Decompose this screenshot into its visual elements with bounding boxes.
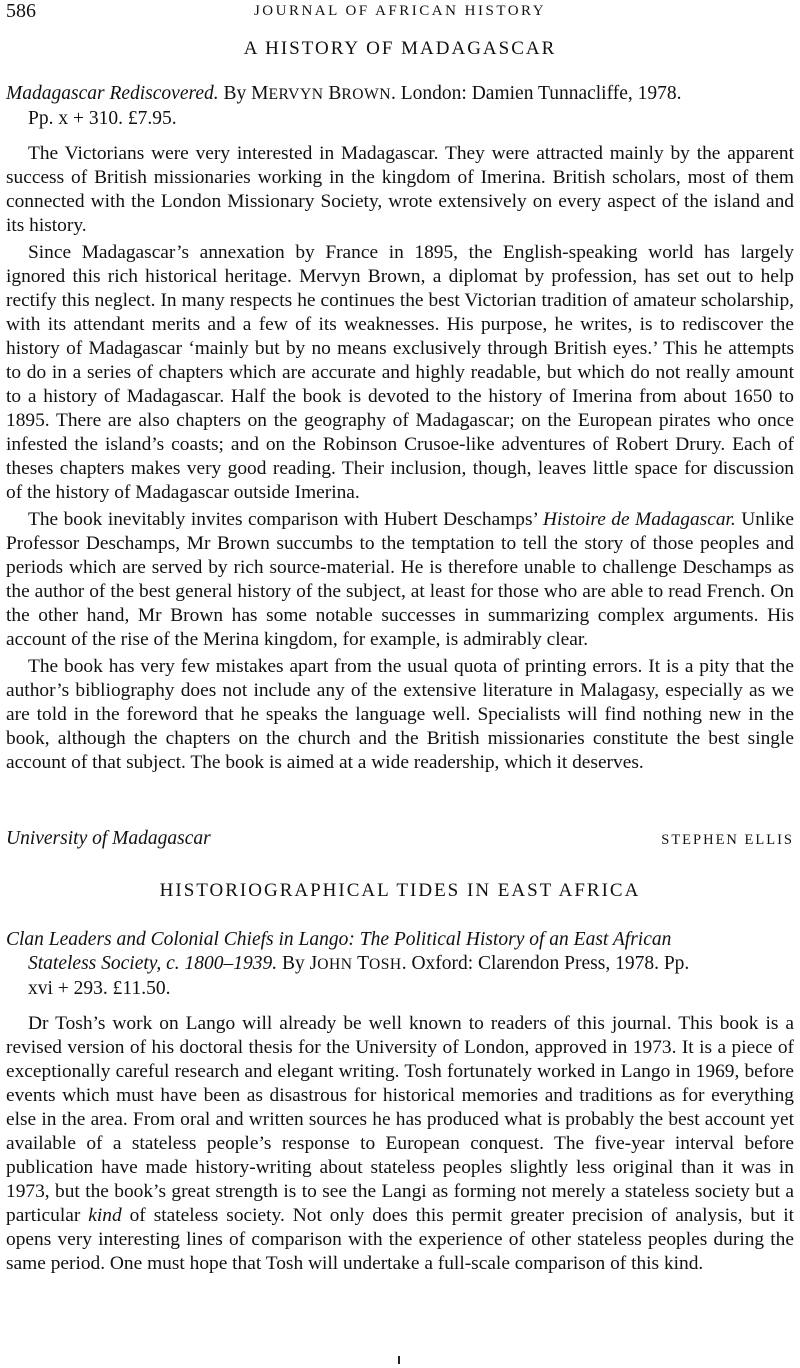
page-number: 586 <box>6 0 36 22</box>
book-citation-lango <box>6 928 792 1001</box>
paragraph: The Victorians were very interested in Madagascar. They were attracted mainly by the apparent success of British missionaries working in the kingdom of Imerina. British scholars, most of them connected with the London Missionary Society, wrote extensively on every aspect of the island and its history. <box>6 143 794 236</box>
pages-price: xvi + 293. £11.50. <box>28 978 171 999</box>
journal-title: JOURNAL OF AFRICAN HISTORY <box>253 3 547 19</box>
reviewer-affiliation: University of Madagascar <box>6 828 211 849</box>
by-label: By <box>277 953 310 974</box>
review-body-lango <box>6 1012 794 1279</box>
pages-price: Pp. x + 310. £7.95. <box>28 108 177 129</box>
book-title: Madagascar Rediscovered. <box>6 83 219 104</box>
reviewer-signature <box>6 828 794 856</box>
publisher-info: . London: Damien Tunnacliffe, 1978. <box>391 83 682 104</box>
book-title: Clan Leaders and Colonial Chiefs in Lango: The Political History of an East African <box>6 929 672 950</box>
section-title-east-africa: HISTORIOGRAPHICAL TIDES IN EAST AFRICA <box>159 880 641 901</box>
paragraph: Since Madagascar’s annexation by France in 1895, the English-speaking world has largely ignored this rich historical heritage. Mervyn Brown, a diplomat by profession, has set out to help rectify this neglect. In many respects he continues the best Victorian tradition of amateur scholarship, with its attendant merits and a few of its weaknesses. His purpose, he writes, is to rediscover the history of Madagascar ‘mainly but by no means exclusively through British eyes.’ This he attempts to do in a series of chapters which are accurate and highly readable, but which do not really amount to a history of Madagascar. Half the book is devoted to the history of Imerina from about 1650 to 1895. There are also chapters on the geography of Madagascar; on the European pirates who once infested the island’s coasts; and on the Robinson Crusoe-like adventures of Robert Drury. Each of theses chapters makes very good reading. Their inclusion, though, leaves little space for discussion of the history of Madagascar outside Imerina. <box>6 242 794 503</box>
book-author: JOHN TOSH <box>309 953 402 974</box>
paragraph: Dr Tosh’s work on Lango will already be well known to readers of this journal. This book is a revised version of his doctoral thesis for the University of London, approved in 1973. It is a piece of exceptionally careful research and elegant writing. Tosh fortunately worked in Lango in 1969, before events which must have been as disastrous for historical memories and traditions as for everything else in the area. From oral and written sources he has produced what is probably the best account yet available of a stateless people’s response to European conquest. The five-year interval before publication have made history-writing about stateless peoples slightly less original than it was in 1973, but the book’s great strength is to see the Langi as forming not merely a stateless society but a particular kind of stateless society. Not only does this permit greater precision of analysis, but it opens very interesting lines of comparison with the experience of other stateless peoples during the same period. One must hope that Tosh will undertake a full-scale comparison of this kind. <box>6 1013 794 1274</box>
book-author: MERVYN BROWN <box>251 83 392 104</box>
by-label: By <box>223 83 247 104</box>
book-citation-madagascar <box>6 82 792 131</box>
paragraph: The book inevitably invites comparison with Hubert Deschamps’ Histoire de Madagascar. Unlike Professor Deschamps, Mr Brown succumbs to the temptation to tell the story of those peoples and periods which are served by rich source-material. He is therefore unable to challenge Deschamps as the author of the best general history of the subject, at least for those who are able to read French. On the other hand, Mr Brown has some notable successes in summarizing complex arguments. His account of the rise of the Merina kingdom, for example, is admirably clear. <box>6 509 795 650</box>
running-header <box>6 0 794 24</box>
publisher-info: . Oxford: Clarendon Press, 1978. Pp. <box>401 953 690 974</box>
book-title-cont: Stateless Society, c. 1800–1939. <box>28 953 278 974</box>
reviewer-name: STEPHEN ELLIS <box>661 832 794 848</box>
section-title-madagascar: A HISTORY OF MADAGASCAR <box>243 38 557 59</box>
paragraph: The book has very few mistakes apart from the usual quota of printing errors. It is a pity that the author’s bibliography does not include any of the extensive literature in Malagasy, especially as we are told in the foreword that he speaks the language well. Specialists will find nothing new in the book, although the chapters on the church and the British missionaries constitute the best single account of that subject. The book is aimed at a wide readership, which it deserves. <box>6 656 794 773</box>
page-mark <box>398 1356 400 1364</box>
review-body-madagascar <box>6 142 794 778</box>
